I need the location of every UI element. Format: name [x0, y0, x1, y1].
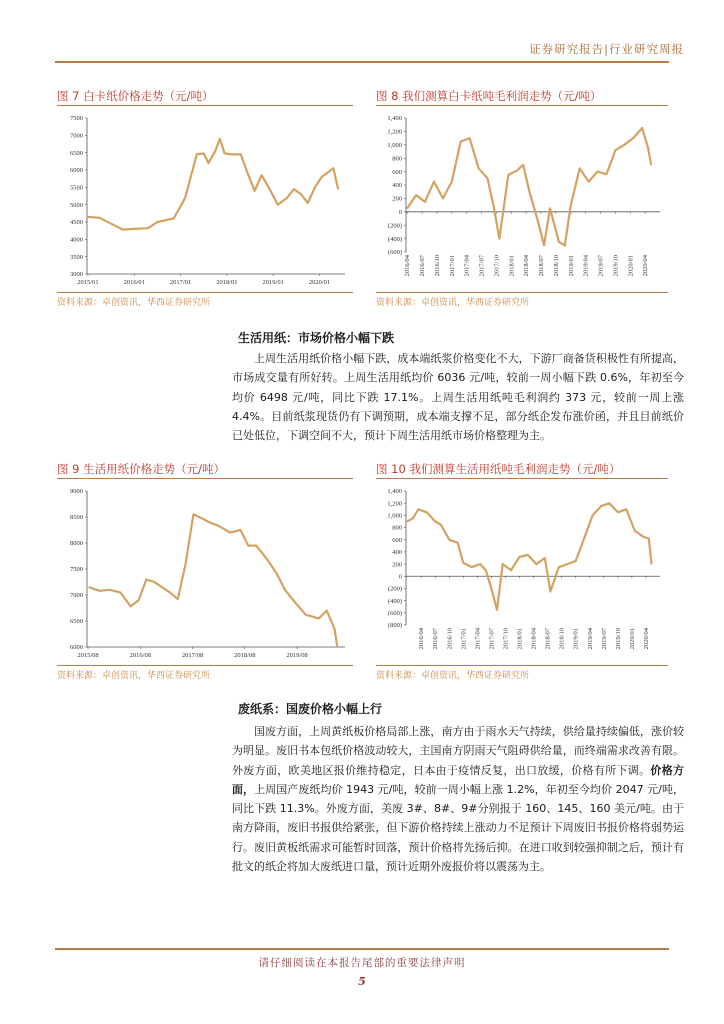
- data-point: [523, 164, 524, 165]
- data-point: [633, 138, 634, 139]
- wastepaper-text-part2: 上周国产废纸均价 1943 元/吨，较前一周小幅上涨 1.2%，年初至今均价 2047 元/吨，同比下跌 11.3%。外废方面，美废 3#、8#、9#分别报于 160、145、160 美元/吨。由于南方降雨，废旧书报供给紧张，但下游价格持续上涨动力不足预计下周废旧书报价格将弱势运行。废旧黄板纸需求可能暂时回落，预计价格将先扬后抑。在进口收到较强抑制之后，预计有批文的纸企将加大废纸进口量，预计近期外废报价将以震荡为主。: [232, 782, 685, 874]
- fig10-source: 资料来源：卓创资讯，华西证券研究所: [376, 671, 530, 681]
- data-point: [480, 563, 481, 564]
- data-point: [426, 512, 427, 513]
- data-point: [460, 141, 461, 142]
- fig8-title: 图 8 我们测算白卡纸吨毛利润走势（元/吨）: [376, 89, 602, 103]
- y-tick-label: (400): [387, 597, 402, 605]
- y-tick-label: 7000: [70, 132, 83, 140]
- data-point: [177, 599, 178, 600]
- y-tick-label: 400: [392, 182, 402, 190]
- data-point: [442, 198, 443, 199]
- data-point: [247, 173, 248, 174]
- x-tick-label: 2017/01: [448, 255, 456, 277]
- y-tick-label: (800): [387, 622, 402, 630]
- data-point: [536, 563, 537, 564]
- data-point: [109, 589, 110, 590]
- x-tick-label: 2017/04: [474, 628, 482, 650]
- data-point: [493, 205, 494, 206]
- data-point: [418, 509, 419, 510]
- fig9-title-rule: [57, 478, 353, 479]
- data-point: [219, 526, 220, 527]
- fig7-title: 图 7 白卡纸价格走势（元/吨）: [57, 89, 214, 103]
- data-point: [609, 503, 610, 504]
- x-tick-label: 2018/10: [558, 628, 566, 650]
- y-tick-label: 200: [392, 561, 402, 569]
- y-tick-label: 5500: [70, 184, 83, 192]
- data-point: [161, 587, 162, 588]
- data-point: [648, 148, 649, 149]
- x-tick-label: 2019/01: [567, 255, 575, 277]
- data-point: [138, 600, 139, 601]
- data-point: [499, 238, 500, 239]
- data-point: [334, 628, 335, 629]
- data-point: [268, 187, 269, 188]
- x-tick-label: 2016/04: [404, 255, 412, 277]
- data-point: [193, 514, 194, 515]
- data-point: [307, 202, 308, 203]
- data-point: [463, 562, 464, 563]
- wastepaper-price-label: 价格方面，: [232, 763, 685, 796]
- data-point: [337, 188, 338, 189]
- data-point: [416, 194, 417, 195]
- data-point: [424, 201, 425, 202]
- data-point: [166, 219, 167, 220]
- y-tick-label: 3500: [70, 253, 83, 261]
- data-point: [469, 138, 470, 139]
- data-point: [457, 542, 458, 543]
- x-tick-label: 2019/08: [286, 652, 308, 659]
- data-point: [148, 228, 149, 229]
- data-point: [508, 174, 509, 175]
- data-point: [208, 162, 209, 163]
- y-tick-label: 7000: [70, 592, 83, 600]
- x-tick-label: 2019/10: [612, 255, 620, 277]
- data-point: [651, 563, 652, 564]
- x-tick-label: 2018/01: [516, 628, 524, 650]
- data-point: [266, 558, 267, 559]
- data-point: [154, 581, 155, 582]
- y-tick-label: 1,200: [387, 128, 402, 136]
- data-point: [87, 216, 88, 217]
- data-point: [293, 188, 294, 189]
- series-line: [88, 139, 338, 230]
- data-point: [219, 138, 220, 139]
- data-point: [544, 557, 545, 558]
- x-tick-label: 2017/07: [488, 628, 496, 650]
- wastepaper-text-part1: 国废方面，上周黄纸板价格局部上涨，南方由于雨水天气持续，供给量持续偏低，涨价较为明显。废旧书本包纸价格波动较大，主国南方阴雨天气阻碍供给量，而终端需求改善有限。外废方面，欧美地区报价维持稳定，日本由于疫情反复，出口放缓，价格有所下调。: [232, 725, 684, 777]
- tissue-section-heading: 生活用纸：市场价格小幅下跌: [238, 331, 395, 345]
- y-tick-label: 800: [392, 524, 402, 532]
- data-point: [180, 206, 181, 207]
- header-rule: [55, 61, 669, 63]
- x-tick-label: 2017/07: [478, 255, 486, 277]
- y-tick-label: 1,400: [387, 488, 402, 496]
- data-point: [134, 228, 135, 229]
- data-point: [575, 560, 576, 561]
- fig8-chart: [376, 110, 668, 292]
- x-tick-label: 2016/04: [418, 628, 426, 650]
- page-number: 5: [358, 975, 366, 988]
- data-point: [564, 245, 565, 246]
- data-point: [120, 592, 121, 593]
- y-tick-label: 3000: [70, 271, 83, 279]
- data-point: [231, 154, 232, 155]
- data-point: [606, 174, 607, 175]
- y-tick-label: 8000: [70, 540, 83, 548]
- y-tick-label: (400): [387, 235, 402, 243]
- data-point: [110, 223, 111, 224]
- fig10-chart: [376, 483, 668, 665]
- data-point: [295, 602, 296, 603]
- data-point: [597, 171, 598, 172]
- y-tick-label: (600): [387, 249, 402, 257]
- x-tick-label: 2017/01: [460, 628, 468, 650]
- data-point: [588, 181, 589, 182]
- x-tick-label: 2016/01: [123, 279, 145, 286]
- data-point: [592, 515, 593, 516]
- wastepaper-paragraph: [232, 722, 684, 876]
- y-tick-label: 7500: [70, 566, 83, 574]
- data-point: [529, 190, 530, 191]
- fig10-title-rule: [376, 478, 668, 479]
- data-point: [254, 190, 255, 191]
- data-point: [648, 538, 649, 539]
- x-tick-label: 2017/04: [463, 255, 471, 277]
- x-tick-label: 2019/10: [614, 628, 622, 650]
- data-point: [256, 545, 257, 546]
- data-point: [240, 529, 241, 530]
- x-tick-label: 2017/10: [502, 628, 510, 650]
- data-point: [240, 154, 241, 155]
- data-point: [471, 567, 472, 568]
- data-point: [433, 181, 434, 182]
- y-tick-label: 1,400: [387, 115, 402, 123]
- data-point: [337, 645, 338, 646]
- y-tick-label: (600): [387, 610, 402, 618]
- data-point: [650, 164, 651, 165]
- data-point: [276, 574, 277, 575]
- data-point: [537, 221, 538, 222]
- data-point: [189, 180, 190, 181]
- fig10-title: 图 10 我们测算生活用纸吨毛利润走势（元/吨）: [376, 462, 621, 476]
- data-point: [643, 536, 644, 537]
- x-tick-label: 2019/07: [597, 255, 605, 277]
- fig8-source: 资料来源：卓创资讯，华西证券研究所: [376, 298, 530, 308]
- data-point: [440, 524, 441, 525]
- x-tick-label: 2016/07: [419, 255, 427, 277]
- data-point: [584, 538, 585, 539]
- fig9-source: 资料来源：卓创资讯，华西证券研究所: [57, 671, 211, 681]
- y-tick-label: 8500: [70, 514, 83, 522]
- data-point: [284, 589, 285, 590]
- data-point: [203, 153, 204, 154]
- x-tick-label: 2019/04: [586, 628, 594, 650]
- x-tick-label: 2020/04: [642, 628, 650, 650]
- x-tick-label: 2016/07: [432, 628, 440, 650]
- y-tick-label: (200): [387, 222, 402, 230]
- legal-disclaimer: 请仔细阅读在本报告尾部的重要法律声明: [258, 957, 466, 969]
- series-line: [89, 514, 337, 646]
- fig7-bottom-rule: [57, 292, 353, 293]
- fig9-title: 图 9 生活用纸价格走势（元/吨）: [57, 462, 226, 476]
- data-point: [615, 150, 616, 151]
- x-tick-label: 2018/04: [530, 628, 538, 650]
- data-point: [510, 570, 511, 571]
- data-point: [157, 221, 158, 222]
- y-tick-label: 9000: [70, 488, 83, 496]
- x-tick-label: 2020/01: [627, 255, 635, 277]
- x-tick-label: 2019/04: [582, 255, 590, 277]
- tissue-paragraph-text: 上周生活用纸价格小幅下跌，成本端纸浆价格变化不大，下游厂商备货积极性有所提高，市场成交量有所好转。上周生活用纸均价 6036 元/吨，较前一周小幅下跌 0.6%，年初至今均价 6498 元/吨，同比下跌 17.1%。上周生活用纸吨毛利润约 373 元，较前一周上涨 4.4%。目前纸浆现货仍有下调预期，成本端支撑不足，部分纸企发布涨价函，并且目前纸价已处低位，下调空间不大，预计下周生活用纸市场价格整理为主。: [232, 352, 684, 443]
- data-point: [173, 218, 174, 219]
- data-point: [567, 563, 568, 564]
- y-tick-label: 6500: [70, 149, 83, 157]
- fig7-title-rule: [57, 105, 353, 106]
- x-tick-label: 2019/07: [600, 628, 608, 650]
- data-point: [261, 175, 262, 176]
- data-point: [617, 512, 618, 513]
- x-tick-label: 2019/01: [572, 628, 580, 650]
- y-tick-label: 1,000: [387, 142, 402, 149]
- data-point: [88, 587, 89, 588]
- data-point: [558, 567, 559, 568]
- x-tick-label: 2020/04: [642, 255, 650, 277]
- data-point: [130, 606, 131, 607]
- y-tick-label: 0: [398, 209, 402, 216]
- data-point: [99, 590, 100, 591]
- x-tick-label: 2016/08: [129, 652, 151, 659]
- data-point: [517, 170, 518, 171]
- data-point: [642, 127, 643, 128]
- data-point: [122, 229, 123, 230]
- x-tick-label: 2018/10: [552, 255, 560, 277]
- data-point: [558, 241, 559, 242]
- data-point: [451, 181, 452, 182]
- data-point: [287, 197, 288, 198]
- x-tick-label: 2016/10: [446, 628, 454, 650]
- x-tick-label: 2017/01: [169, 279, 192, 286]
- y-tick-label: 0: [398, 573, 402, 581]
- data-point: [407, 521, 408, 522]
- data-point: [478, 168, 479, 169]
- x-tick-label: 2018/08: [234, 652, 256, 659]
- data-point: [169, 592, 170, 593]
- y-tick-label: 4000: [70, 236, 83, 244]
- data-point: [248, 545, 249, 546]
- data-point: [407, 208, 408, 209]
- y-tick-label: 7500: [70, 115, 83, 123]
- y-tick-label: 6000: [70, 167, 83, 175]
- data-point: [146, 579, 147, 580]
- data-point: [318, 618, 319, 619]
- tissue-paragraph: [232, 349, 684, 445]
- data-point: [300, 194, 301, 195]
- data-point: [519, 556, 520, 557]
- data-point: [435, 521, 436, 522]
- x-tick-label: 2017/10: [493, 255, 501, 277]
- data-point: [624, 144, 625, 145]
- x-tick-label: 2016/10: [433, 255, 441, 277]
- y-tick-label: 200: [392, 195, 402, 203]
- x-tick-label: 2018/07: [538, 255, 546, 277]
- x-tick-label: 2015/08: [77, 652, 99, 659]
- data-point: [570, 205, 571, 206]
- y-tick-label: 600: [392, 168, 402, 176]
- fig8-bottom-rule: [376, 292, 668, 293]
- fig9-chart: [57, 483, 353, 665]
- fig9-bottom-rule: [57, 665, 353, 666]
- y-tick-label: 6000: [70, 644, 83, 652]
- fig7-chart: [57, 110, 353, 292]
- data-point: [412, 518, 413, 519]
- y-tick-label: (200): [387, 585, 402, 593]
- data-point: [196, 154, 197, 155]
- y-tick-label: 1,000: [387, 512, 402, 520]
- footer-rule: [55, 948, 669, 950]
- data-point: [229, 532, 230, 533]
- data-point: [579, 168, 580, 169]
- x-tick-label: 2020/01: [628, 628, 636, 650]
- data-point: [634, 530, 635, 531]
- data-point: [549, 208, 550, 209]
- y-tick-label: 400: [392, 549, 402, 557]
- data-point: [326, 610, 327, 611]
- data-point: [224, 153, 225, 154]
- data-point: [209, 522, 210, 523]
- data-point: [277, 204, 278, 205]
- data-point: [185, 563, 186, 564]
- data-point: [543, 245, 544, 246]
- data-point: [333, 168, 334, 169]
- y-tick-label: 800: [392, 155, 402, 163]
- data-point: [185, 197, 186, 198]
- data-point: [626, 509, 627, 510]
- data-point: [491, 588, 492, 589]
- wastepaper-section-heading: 废纸系：国废价格小幅上行: [238, 702, 383, 716]
- series-line: [407, 503, 651, 610]
- x-tick-label: 2019/01: [262, 279, 284, 286]
- fig7-source: 资料来源：卓创资讯，华西证券研究所: [57, 298, 211, 308]
- data-point: [487, 178, 488, 179]
- data-point: [550, 591, 551, 592]
- fig8-title-rule: [376, 105, 668, 106]
- y-tick-label: 600: [392, 536, 402, 544]
- data-point: [600, 506, 601, 507]
- data-point: [215, 150, 216, 151]
- x-tick-label: 2018/01: [216, 279, 238, 286]
- data-point: [99, 217, 100, 218]
- y-tick-label: 1,200: [387, 500, 402, 508]
- data-point: [502, 563, 503, 564]
- series-line: [407, 128, 651, 245]
- y-tick-label: 4500: [70, 219, 83, 227]
- x-tick-label: 2018/04: [523, 255, 531, 277]
- data-point: [527, 554, 528, 555]
- y-tick-label: 6500: [70, 618, 83, 626]
- x-tick-label: 2017/08: [181, 652, 204, 659]
- data-point: [201, 517, 202, 518]
- data-point: [485, 570, 486, 571]
- y-tick-label: 5000: [70, 201, 83, 209]
- x-tick-label: 2020/01: [308, 279, 331, 286]
- x-tick-label: 2018/01: [508, 255, 516, 277]
- data-point: [314, 187, 315, 188]
- data-point: [496, 609, 497, 610]
- data-point: [449, 539, 450, 540]
- report-header-title: 证券研究报告|行业研究周报: [529, 42, 684, 56]
- fig10-bottom-rule: [376, 665, 668, 666]
- x-tick-label: 2015/01: [77, 279, 99, 286]
- x-tick-label: 2018/07: [544, 628, 552, 650]
- data-point: [305, 614, 306, 615]
- data-point: [321, 176, 322, 177]
- data-point: [328, 171, 329, 172]
